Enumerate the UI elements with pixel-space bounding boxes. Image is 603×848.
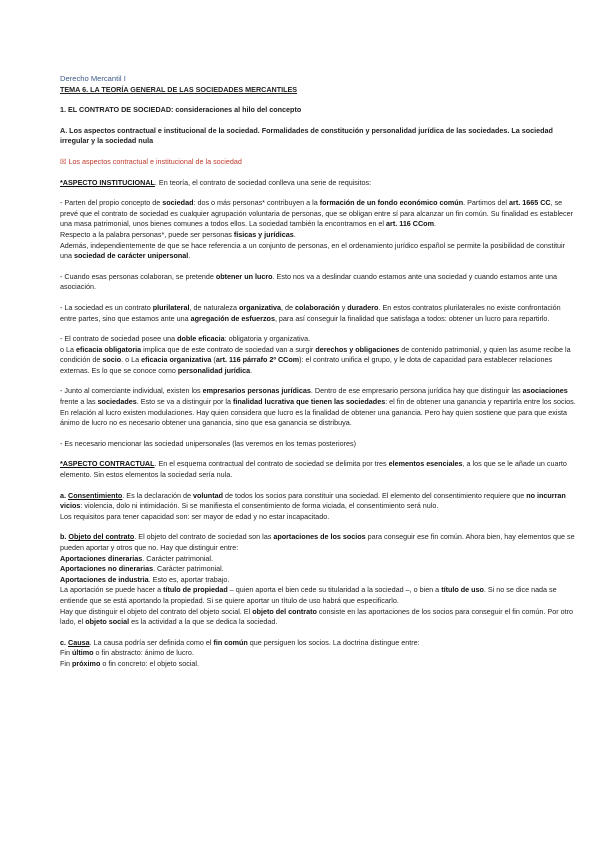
inst-bullet-5b: En relación al lucro existen modulaciones. Hay quien considera que lucro es la finalidad de obtener una ganancia. Pero hay quien sostiene que para que exista ánimo de lucro no es necesario obtener una ganancia, sino que esa ganancia se distribuya. [60, 407, 568, 428]
contractual-title: *ASPECTO CONTRACTUAL [60, 459, 155, 469]
inst-bullet-3: - La sociedad es un contrato plurilateral, de naturaleza organizativa, de colaboración y duradero. En estos contratos plurilaterales no existe confrontación entre partes, sino que estamos ante una agregación de esfuerzos, para así conseguir la finalidad que satisfaga a todos: obtener un lucro para repartirlo. [60, 302, 561, 323]
inst-bullet-1: - Parten del propio concepto de sociedad: dos o más personas* contribuyen a la formación de un fondo económico común. Partimos del art. 1665 CC, se prevé que el contrato de sociedad es cualquier agrupación voluntaria de personas, que se obligan entre sí para alcanzar un fin común. Su finalidad es establecer una masa patrimonial, unos bienes comunes a todos ellos. La sociedad también la encontramos en el art. 116 CCom. [60, 198, 574, 229]
objeto-social: Hay que distinguir el objeto del contrato del objeto social. El objeto del contrato consiste en las aportaciones de los socios para conseguir el fin común. Por otro lado, el objeto social es la actividad a la que se dedica la sociedad. [60, 606, 573, 627]
tema-title: TEMA 6. LA TEORÍA GENERAL DE LAS SOCIEDADES MERCANTILES [60, 84, 298, 94]
institutional-title: *ASPECTO INSTITUCIONAL [60, 177, 155, 187]
inst-bullet-6: - Es necesario mencionar las sociedad unipersonales (las veremos en los temas posteriores) [60, 438, 357, 448]
inst-bullet-1c: Además, independientemente de que se hace referencia a un conjunto de personas, en el ordenamiento jurídico español se permite la posibilidad de constituir una sociedad de carácter unipersonal. [60, 240, 566, 261]
inst-bullet-4b: o La eficacia obligatoria implica que de este contrato de sociedad van a surgir derechos y obligaciones de contenido patrimonial, y quien las asume recibe la condición de socio. o La eficacia organizativa (art. 116 párrafo 2º CCom): el contrato unifica el grupo, y le dota de capacidad para establecer relaciones externas. Es lo que se conoce como personalidad jurídica. [60, 344, 571, 375]
objeto-paragraph: b. Objeto del contrato. El objeto del contrato de sociedad son las aportaciones de los socios para conseguir ese fin común. Ahora bien, hay elementos que se pueden aportar y otros que no. Hay que distinguir entre: [60, 532, 575, 552]
aportaciones-dinerarias: Aportaciones dinerarias. Carácter patrimonial. [60, 553, 213, 563]
document-page [60, 74, 578, 670]
consentimiento-paragraph: a. Consentimiento. Es la declaración de voluntad de todos los socios para constituir una sociedad. El elemento del consentimiento requiere que no incurran vicios: violencia, dolo ni intimidación. Si se manifiesta el consentimiento de forma viciada, el consentimiento será nulo. [60, 490, 566, 511]
causa-paragraph: c. Causa. La causa podría ser definida como el fin común que persiguen los socios. La doctrina distingue entre: [60, 637, 420, 647]
fin-ultimo: Fin último o fin abstracto: ánimo de lucro. [60, 648, 194, 658]
consentimiento-capacity: Los requisitos para tener capacidad son: ser mayor de edad y no estar incapacitado. [60, 511, 330, 521]
inst-bullet-2: - Cuando esas personas colaboran, se pretende obtener un lucro. Esto nos va a deslindar cuando estamos ante una sociedad y cuando estamos ante una asociación. [60, 271, 558, 292]
section-a-heading: A. Los aspectos contractual e institucional de la sociedad. Formalidades de constitución y personalidad jurídica de las sociedades. La sociedad irregular y la sociedad nula [60, 125, 553, 146]
aportaciones-no-dinerarias: Aportaciones no dinerarias. Carácter patrimonial. [60, 564, 224, 574]
contractual-intro: *ASPECTO CONTRACTUAL. En el esquema contractual del contrato de sociedad se delimita por tres elementos esenciales, a los que se le añade un cuarto elemento. Sin estos elementos la sociedad sería nula. [60, 459, 567, 480]
inst-bullet-4: - El contrato de sociedad posee una doble eficacia: obligatoria y organizativa. [60, 334, 311, 344]
fin-proximo: Fin próximo o fin concreto: el objeto social. [60, 658, 200, 668]
institutional-intro: *ASPECTO INSTITUCIONAL. En teoría, el contrato de sociedad conlleva una serie de requisitos: [60, 177, 372, 187]
aportaciones-industria: Aportaciones de industria. Esto es, aportar trabajo. [60, 574, 230, 584]
aportacion-titulo: La aportación se puede hacer a título de propiedad – quien aporta el bien cede su titularidad a la sociedad –, o bien a título de uso. Si no se dice nada se entiende que se está aportando la propiedad. Si se quiere aportar un título de uso habrá que especificarlo. [60, 585, 557, 605]
section-1-heading: 1. EL CONTRATO DE SOCIEDAD: consideraciones al hilo del concepto [60, 105, 302, 115]
inst-bullet-1b: Respecto a la palabra personas*, puede ser personas físicas y jurídicas. [60, 229, 296, 239]
subsection-heading: ☒ Los aspectos contractual e institucional de la sociedad [60, 156, 242, 166]
subject-header: Derecho Mercantil I [60, 74, 126, 83]
inst-bullet-5: - Junto al comerciante individual, existen los empresarios personas jurídicas. Dentro de ese empresario persona jurídica hay que distinguir las asociaciones frente a las sociedades. Esto se va a distinguir por la finalidad lucrativa que tienen las sociedades: el fin de obtener una ganancia y repartirla entre los socios. [60, 386, 576, 407]
